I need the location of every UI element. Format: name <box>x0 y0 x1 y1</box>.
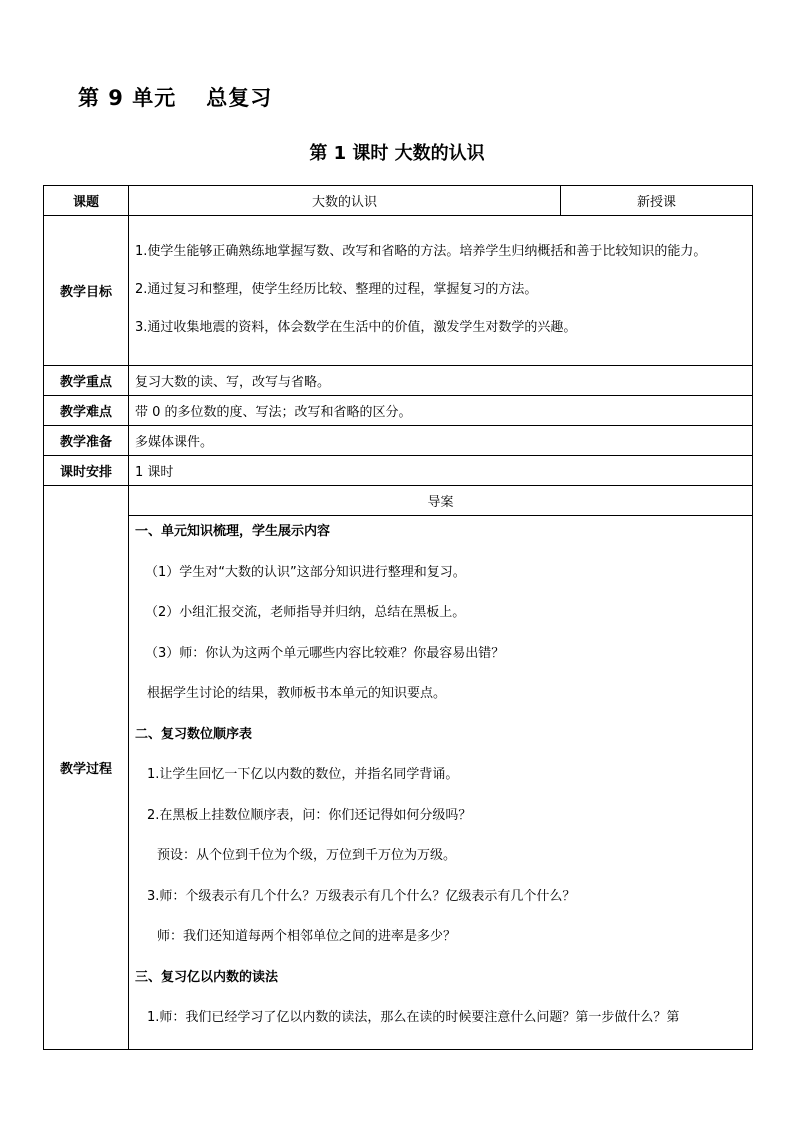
process-line: 2.在黑板上挂数位顺序表，问：你们还记得如何分级吗？ <box>147 807 472 823</box>
label-preparation: 教学准备 <box>44 426 129 456</box>
process-line: （3）师：你认为这两个单元哪些内容比较难？你最容易出错？ <box>145 645 505 661</box>
process-line: （1）学生对“大数的认识”这部分知识进行整理和复习。 <box>145 564 466 580</box>
difficulties-value: 带 0 的多位数的度、写法；改写和省略的区分。 <box>129 396 753 426</box>
process-line: 1.师：我们已经学习了亿以内数的读法，那么在读的时候要注意什么问题？第一步做什么？第 <box>147 1010 680 1025</box>
goal-item: 2.通过复习和整理，使学生经历比较、整理的过程，掌握复习的方法。 <box>135 281 538 297</box>
label-schedule: 课时安排 <box>44 456 129 486</box>
label-topic: 课题 <box>44 186 129 216</box>
unit-number: 第 9 单元 <box>78 86 177 110</box>
unit-name: 总复习 <box>206 86 273 110</box>
topic-value: 大数的认识 <box>129 186 561 216</box>
process-line: （2）小组汇报交流，老师指导并归纳，总结在黑板上。 <box>145 605 466 620</box>
lesson-plan-table <box>43 185 753 1050</box>
label-difficulties: 教学难点 <box>44 396 129 426</box>
row-preparation <box>44 426 753 456</box>
unit-title <box>78 82 272 112</box>
process-line: 3.师：个级表示有几个什么？万级表示有几个什么？亿级表示有几个什么？ <box>147 888 576 904</box>
row-schedule <box>44 456 753 486</box>
process-section-heading: 一、单元知识梳理，学生展示内容 <box>135 524 331 539</box>
preparation-value: 多媒体课件。 <box>129 426 753 456</box>
label-goals: 教学目标 <box>44 216 129 366</box>
key-points-value: 复习大数的读、写，改写与省略。 <box>129 366 753 396</box>
process-section-heading: 三、复习亿以内数的读法 <box>135 969 279 985</box>
label-key-points: 教学重点 <box>44 366 129 396</box>
lesson-type: 新授课 <box>561 186 753 216</box>
process-section-heading: 二、复习数位顺序表 <box>135 726 253 742</box>
schedule-value: 1 课时 <box>129 456 753 486</box>
row-process-header <box>44 486 753 516</box>
row-topic <box>44 186 753 216</box>
row-difficulties <box>44 396 753 426</box>
goal-item: 3.通过收集地震的资料，体会数学在生活中的价值，激发学生对数学的兴趣。 <box>135 319 577 335</box>
label-process: 教学过程 <box>44 486 129 1050</box>
process-line: 根据学生讨论的结果，教师板书本单元的知识要点。 <box>147 686 447 701</box>
row-process-body <box>44 516 753 1050</box>
row-key-points <box>44 366 753 396</box>
goals-content <box>129 216 753 366</box>
goal-item: 1.使学生能够正确熟练地掌握写数、改写和省略的方法。培养学生归纳概括和善于比较知识的能力。 <box>135 243 707 259</box>
process-content <box>129 516 753 1050</box>
process-line: 预设：从个位到千位为个级，万位到千万位为万级。 <box>157 848 457 863</box>
process-line: 1.让学生回忆一下亿以内数的数位，并指名同学背诵。 <box>147 767 459 782</box>
process-header: 导案 <box>129 486 753 516</box>
process-line: 师：我们还知道每两个相邻单位之间的进率是多少？ <box>157 929 457 944</box>
row-goals <box>44 216 753 366</box>
lesson-title: 第 1 课时 大数的认识 <box>309 143 485 164</box>
